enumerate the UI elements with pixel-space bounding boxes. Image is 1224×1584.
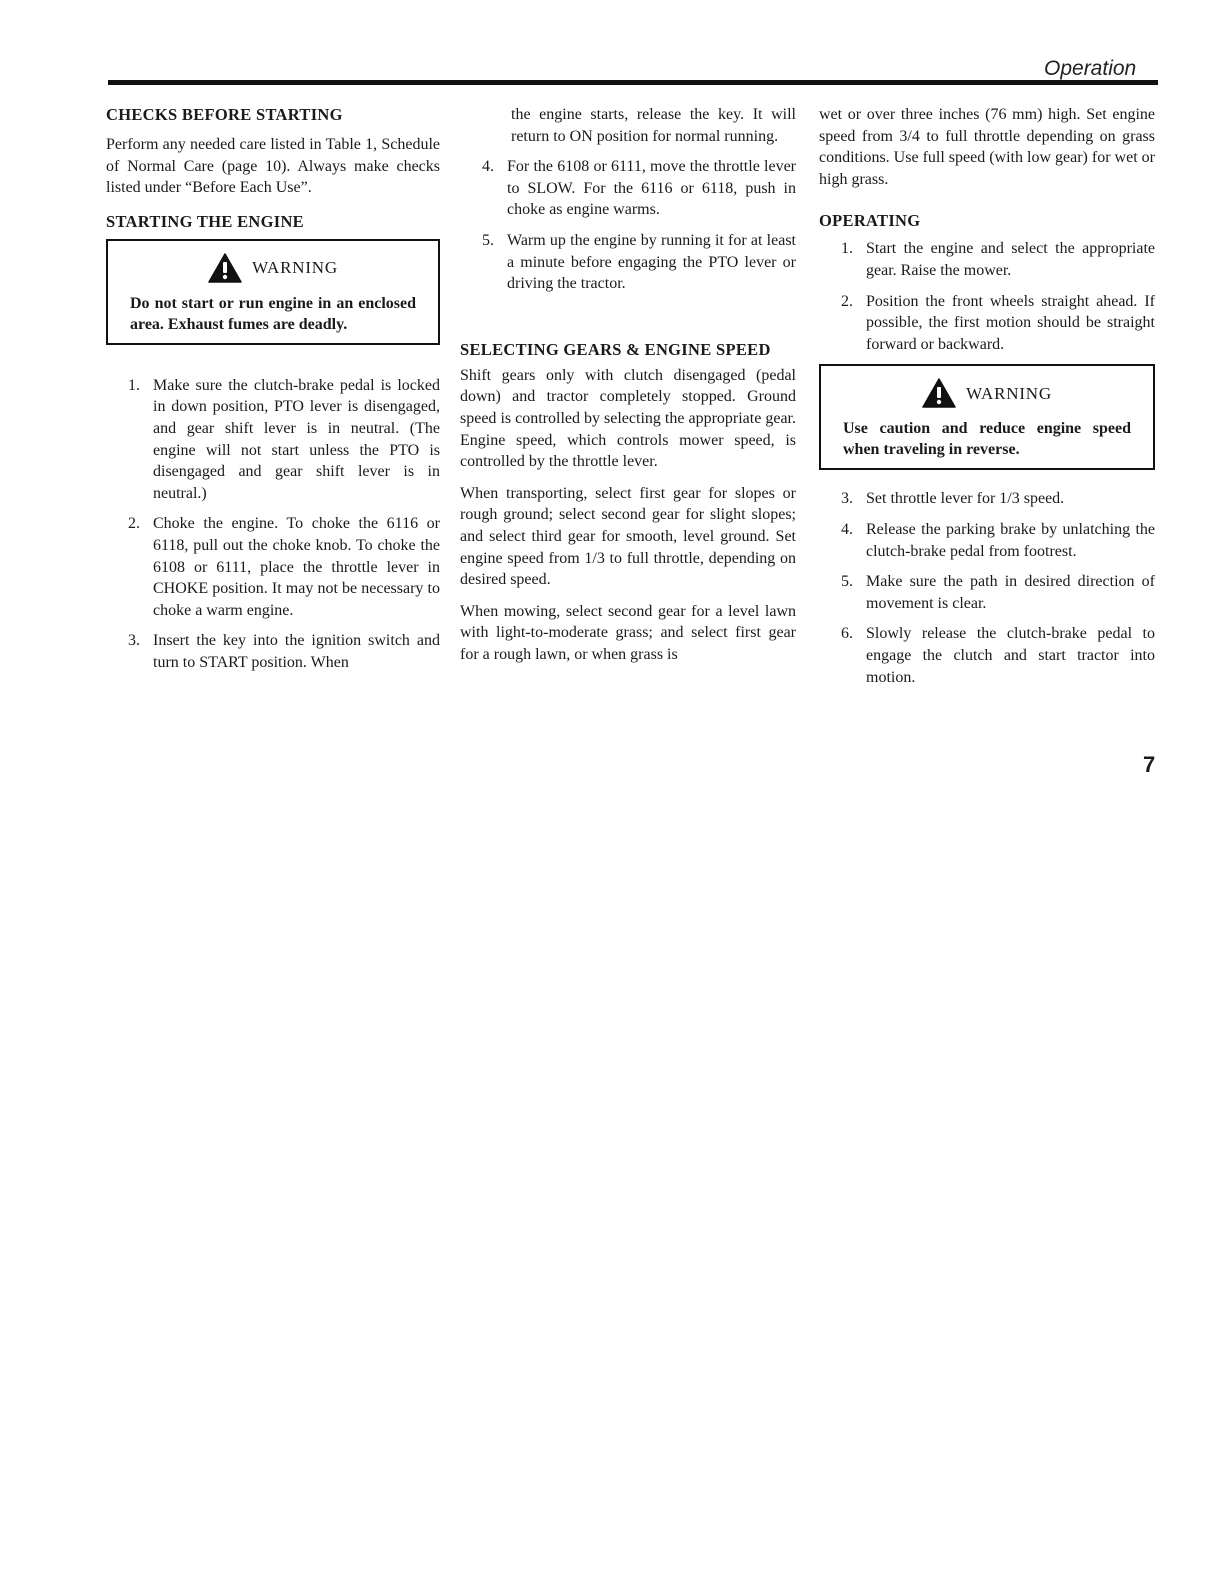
step-number: 6. bbox=[841, 625, 853, 643]
list-item bbox=[460, 156, 796, 221]
step-number: 2. bbox=[128, 515, 140, 533]
step-number: 5. bbox=[841, 573, 853, 591]
warning-label: WARNING bbox=[966, 383, 1052, 403]
warning-text: Use caution and reduce engine speed when traveling in reverse. bbox=[843, 420, 1131, 459]
column-2 bbox=[460, 104, 796, 675]
step-number: 4. bbox=[841, 520, 853, 538]
starting-steps-list bbox=[106, 375, 440, 674]
step-number: 3. bbox=[841, 490, 853, 508]
section-title: Operation bbox=[1042, 56, 1138, 83]
operating-steps-list-b bbox=[819, 488, 1155, 688]
step-text: Warm up the engine by running it for at least a minute before engaging the PTO lever or driving the tractor. bbox=[507, 231, 796, 293]
step-text: Set throttle lever for 1/3 speed. bbox=[866, 490, 1065, 508]
gears-paragraph-1: Shift gears only with clutch disengaged (pedal down) and tractor completely stopped. Ground speed is controlled by selecting the appropriate gear. Engine speed, which controls mower speed, is controlled by the throttle lever. bbox=[460, 366, 796, 471]
step-text: Start the engine and select the appropriate gear. Raise the mower. bbox=[866, 240, 1155, 279]
step-text: Make sure the clutch-brake pedal is locked in down position, PTO lever is disengaged, and gear shift lever is in neutral. (The engine will not start unless the PTO is disengaged and gear shift lever is in neutral.) bbox=[153, 376, 440, 502]
warning-triangle-icon bbox=[922, 378, 956, 408]
starting-engine-heading: STARTING THE ENGINE bbox=[106, 211, 304, 231]
warning-box-reverse bbox=[819, 364, 1155, 470]
step-number: 2. bbox=[841, 292, 853, 310]
gears-paragraph-2: When transporting, select first gear for slopes or rough ground; select second gear for slight slopes; and select third gear for smooth, level ground. Set engine speed from 1/3 to full throttle, depending on desired speed. bbox=[460, 484, 796, 589]
step-number: 1. bbox=[841, 240, 853, 258]
list-item bbox=[460, 230, 796, 295]
gears-paragraph-3: When mowing, select second gear for a level lawn with light-to-moderate grass; and select first gear for a rough lawn, or when grass is bbox=[460, 602, 796, 663]
warning-text: Do not start or run engine in an enclosed area. Exhaust fumes are deadly. bbox=[130, 294, 416, 333]
step-text: Release the parking brake by unlatching the clutch-brake pedal from footrest. bbox=[866, 520, 1155, 560]
checks-paragraph: Perform any needed care listed in Table 1, Schedule of Normal Care (page 10). Always make checks listed under “Before Each Use”. bbox=[106, 136, 440, 197]
list-item bbox=[106, 630, 440, 673]
page-number: 7 bbox=[1143, 752, 1156, 777]
operating-steps-list-a bbox=[819, 238, 1155, 355]
list-item bbox=[819, 488, 1155, 510]
step-text: Choke the engine. To choke the 6116 or 6118, pull out the choke knob. To choke the 6108 or 6111, place the throttle lever in CHOKE position. It may not be necessary to choke a warm engine. bbox=[153, 515, 440, 619]
warmup-steps-list bbox=[460, 156, 796, 295]
warning-triangle-icon bbox=[208, 253, 242, 283]
warning-label: WARNING bbox=[252, 257, 338, 277]
step-text: Make sure the path in desired direction of movement is clear. bbox=[866, 573, 1155, 612]
list-item bbox=[819, 238, 1155, 281]
warning-box-exhaust bbox=[106, 239, 440, 345]
mowing-continuation: wet or over three inches (76 mm) high. Set engine speed from 3/4 to full throttle depending on grass conditions. Use full speed (with low gear) for wet or high grass. bbox=[819, 106, 1155, 188]
selecting-gears-heading: SELECTING GEARS & ENGINE SPEED bbox=[460, 339, 771, 359]
step-text: For the 6108 or 6111, move the throttle lever to SLOW. For the 6116 or 6118, push in choke as engine warms. bbox=[507, 158, 796, 219]
list-item bbox=[106, 513, 440, 621]
warning-header bbox=[130, 253, 416, 283]
list-item bbox=[819, 291, 1155, 356]
step-text: Slowly release the clutch-brake pedal to engage the clutch and start tractor into motion. bbox=[866, 625, 1155, 686]
checks-before-starting-heading: CHECKS BEFORE STARTING bbox=[106, 105, 343, 124]
step-text: Insert the key into the ignition switch and turn to START position. When bbox=[153, 632, 440, 671]
operating-heading: OPERATING bbox=[819, 211, 921, 231]
step-3-continuation: the engine starts, release the key. It will return to ON position for normal running. bbox=[511, 106, 796, 145]
step-text: Position the front wheels straight ahead. If possible, the first motion should be straight forward or backward. bbox=[866, 292, 1155, 353]
step-number: 3. bbox=[128, 632, 140, 650]
column-1 bbox=[106, 104, 440, 683]
list-item bbox=[819, 519, 1155, 562]
list-item bbox=[819, 571, 1155, 614]
list-item bbox=[819, 623, 1155, 688]
step-number: 5. bbox=[482, 231, 494, 249]
step-number: 4. bbox=[482, 158, 494, 176]
list-item bbox=[106, 375, 440, 505]
step-number: 1. bbox=[128, 376, 140, 394]
header-rule bbox=[108, 80, 1158, 85]
column-3 bbox=[819, 104, 1155, 697]
warning-header bbox=[843, 378, 1131, 408]
